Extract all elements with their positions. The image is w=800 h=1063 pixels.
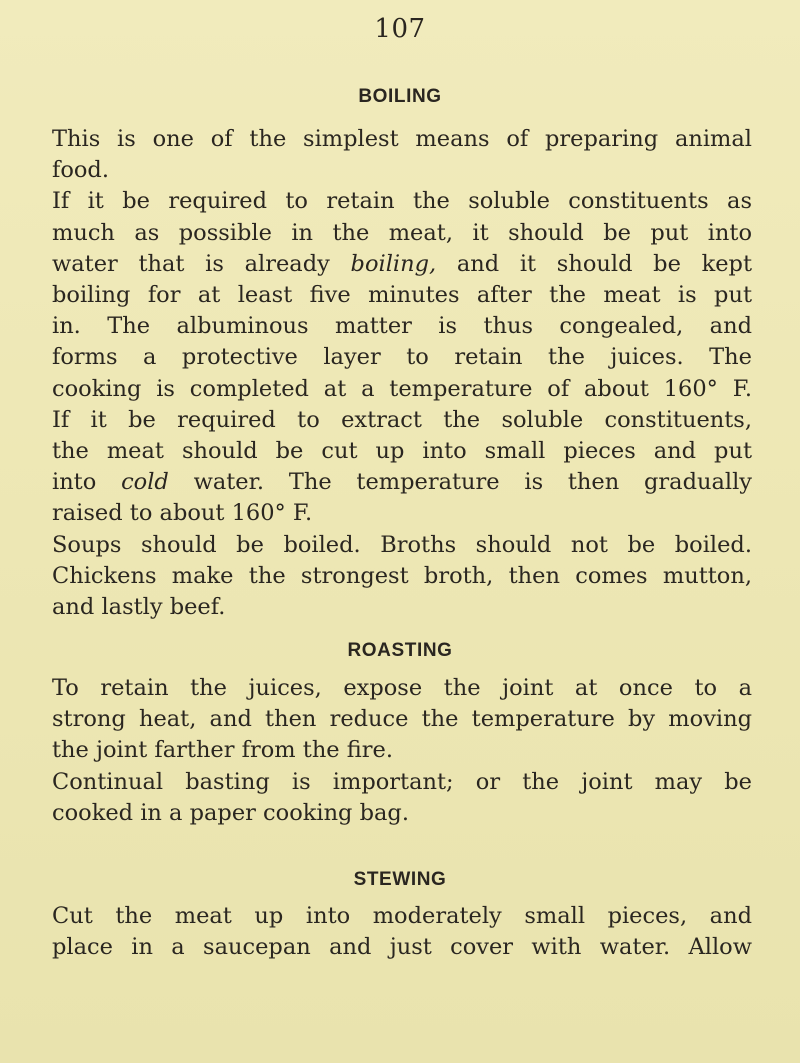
italic-text: boiling, — [350, 250, 437, 277]
boiling-text — [52, 124, 752, 623]
text-line: in. The albuminous matter is thus congealed, and — [52, 313, 752, 340]
text-line: forms a protective layer to retain the juices. The — [52, 344, 752, 371]
text-line: place in a saucepan and just cover with water. Allow — [52, 934, 752, 961]
page-number: 107 — [374, 14, 426, 44]
text-line: food. — [52, 157, 109, 184]
text-line: cooking is completed at a temperature of about 160° F. — [52, 375, 752, 402]
italic-text: cold — [121, 469, 169, 496]
text-line — [52, 249, 752, 280]
text-line: boiling for at least five minutes after the meat is put — [52, 282, 752, 309]
text-line: raised to about 160° F. — [52, 500, 313, 527]
text-fragment: and it should be kept — [436, 250, 752, 277]
text-fragment: into — [52, 469, 122, 496]
text-line: much as possible in the meat, it should be put into — [52, 219, 752, 246]
roasting-text — [52, 673, 752, 829]
text-line: the meat should be cut up into small pieces and put — [52, 438, 752, 465]
text-line: and lastly beef. — [52, 594, 226, 621]
text-line: Soups should be boiled. Broths should not be boiled. — [52, 531, 752, 558]
text-line: the joint farther from the fire. — [52, 737, 394, 764]
text-line: This is one of the simplest means of preparing animal — [52, 126, 752, 152]
text-line: Cut the meat up into moderately small pieces, and — [52, 903, 752, 929]
text-line: cooked in a paper cooking bag. — [52, 799, 409, 826]
section-heading-roasting: ROASTING — [347, 640, 453, 661]
text-line: Chickens make the strongest broth, then comes mutton, — [52, 562, 752, 589]
text-line: If it be required to extract the soluble constituents, — [52, 406, 752, 433]
section-heading-boiling: BOILING — [358, 86, 442, 107]
text-line: strong heat, and then reduce the temperature by moving — [52, 706, 752, 733]
text-fragment: water that is already — [52, 250, 351, 277]
section-heading-stewing: STEWING — [353, 869, 447, 890]
text-line: Continual basting is important; or the joint may be — [52, 768, 752, 795]
text-line — [52, 467, 752, 498]
text-line: If it be required to retain the soluble constituents as — [52, 188, 752, 215]
text-line: To retain the juices, expose the joint at once to a — [52, 675, 752, 701]
stewing-text — [52, 901, 752, 963]
text-fragment: water. The temperature is then gradually — [168, 469, 752, 496]
